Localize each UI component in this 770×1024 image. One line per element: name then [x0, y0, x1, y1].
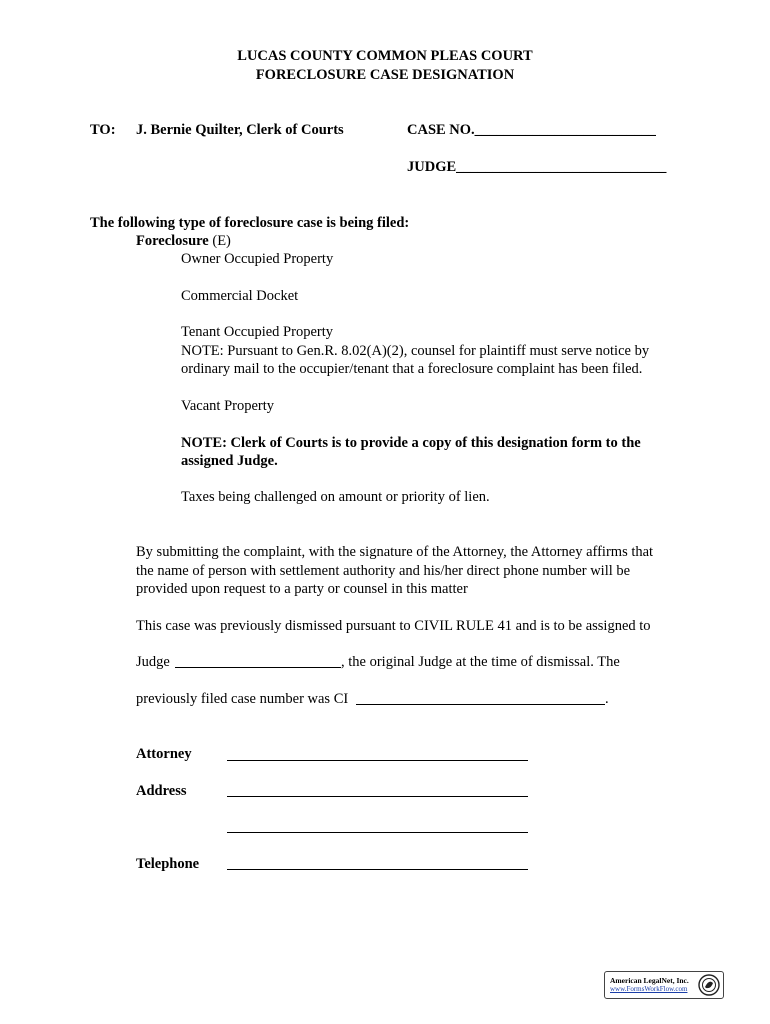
- telephone-field[interactable]: [227, 869, 528, 870]
- option-vacant-property[interactable]: Vacant Property: [181, 398, 275, 414]
- foreclosure-type: [136, 232, 231, 250]
- address-field-line-2[interactable]: [227, 832, 528, 833]
- prev-case-prefix: previously filed case number was CI: [136, 691, 349, 707]
- attorney-label: Attorney: [136, 746, 192, 762]
- publisher-name: American LegalNet, Inc.: [610, 976, 689, 985]
- tenant-note-line-2: ordinary mail to the occupier/tenant that a foreclosure complaint has been filed.: [181, 361, 643, 377]
- telephone-label: Telephone: [136, 856, 200, 872]
- tenant-note-line-1: NOTE: Pursuant to Gen.R. 8.02(A)(2), counsel for plaintiff must serve notice by: [181, 343, 650, 359]
- foreclosure-code: (E): [208, 233, 231, 249]
- affirmation-line-2: the name of person with settlement authority and his/her direct phone number will be: [136, 563, 631, 579]
- publisher-url[interactable]: www.FormsWorkFlow.com: [610, 985, 688, 993]
- dismissal-judge-suffix: , the original Judge at the time of dismissal. The: [341, 654, 620, 670]
- affirmation-line-3: provided upon request to a party or counsel in this matter: [136, 581, 468, 597]
- clerk-name: J. Bernie Quilter, Clerk of Courts: [136, 122, 344, 138]
- clerk-note-line-1: NOTE: Clerk of Courts is to provide a copy of this designation form to the: [181, 435, 641, 451]
- option-owner-occupied[interactable]: Owner Occupied Property: [181, 251, 334, 267]
- seal-icon: [698, 974, 720, 996]
- original-judge-field[interactable]: [175, 667, 341, 668]
- foreclosure-label: Foreclosure: [136, 233, 209, 249]
- option-taxes-challenged[interactable]: Taxes being challenged on amount or priority of lien.: [181, 489, 490, 505]
- dismissal-line-1: This case was previously dismissed pursuant to CIVIL RULE 41 and is to be assigned to: [136, 618, 651, 634]
- previous-case-number-field[interactable]: [356, 704, 605, 705]
- option-tenant-occupied[interactable]: Tenant Occupied Property: [181, 324, 333, 340]
- publisher-logo: [604, 971, 724, 999]
- affirmation-line-1: By submitting the complaint, with the signature of the Attorney, the Attorney affirms that: [136, 544, 654, 560]
- case-number-field[interactable]: CASE NO._________________________: [407, 122, 656, 138]
- address-field-line-1[interactable]: [227, 796, 528, 797]
- judge-field[interactable]: JUDGE_____________________________: [407, 159, 667, 175]
- form-title-line-2: FORECLOSURE CASE DESIGNATION: [255, 67, 515, 83]
- clerk-note-line-2: assigned Judge.: [181, 453, 278, 469]
- form-title-line-1: LUCAS COUNTY COMMON PLEAS COURT: [237, 48, 533, 64]
- option-commercial-docket[interactable]: Commercial Docket: [181, 288, 299, 304]
- to-label: TO:: [90, 122, 116, 138]
- address-label: Address: [136, 783, 187, 799]
- attorney-field[interactable]: [227, 760, 528, 761]
- filing-intro: The following type of foreclosure case is being filed:: [90, 215, 410, 231]
- dismissal-judge-prefix: Judge: [136, 654, 170, 670]
- prev-case-suffix: .: [605, 691, 609, 707]
